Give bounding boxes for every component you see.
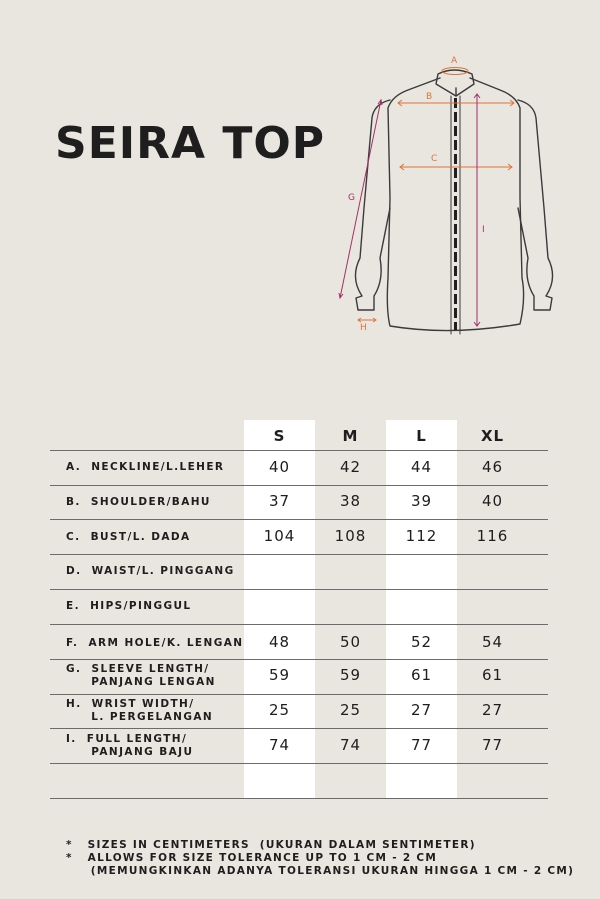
table-cell: 59 (268, 666, 291, 684)
size-header-m: M (342, 427, 359, 445)
table-cell: 77 (410, 736, 433, 754)
row-label-hips: E. HIPS/PINGGUL (66, 600, 192, 612)
size-header-l: L (416, 427, 427, 445)
table-divider (50, 485, 548, 486)
footnote: (MEMUNGKINKAN ADANYA TOLERANSI UKURAN HINGGA 1 CM - 2 CM) (66, 865, 575, 877)
table-cell (315, 561, 386, 581)
table-cell: 39 (410, 492, 433, 510)
table-cell: 50 (339, 633, 362, 651)
table-cell (386, 561, 457, 581)
label-i: I (482, 225, 485, 235)
row-label-neckline: A. NECKLINE/L.LEHER (66, 461, 225, 473)
row-label-full-length: I. FULL LENGTH/ PANJANG BAJU (66, 733, 194, 758)
label-h: H (360, 323, 367, 333)
label-c: C (431, 154, 438, 164)
table-cell (244, 561, 315, 581)
table-cell: 40 (268, 458, 291, 476)
table-cell (315, 596, 386, 616)
table-cell: 61 (481, 666, 504, 684)
table-cell: 59 (339, 666, 362, 684)
row-label-wrist-width: H. WRIST WIDTH/ L. PERGELANGAN (66, 698, 214, 723)
row-label-bust: C. BUST/L. DADA (66, 531, 191, 543)
table-cell (457, 561, 528, 581)
table-cell: 25 (268, 701, 291, 719)
table-cell: 27 (481, 701, 504, 719)
table-cell: 40 (481, 492, 504, 510)
table-divider (50, 589, 548, 590)
table-cell: 77 (481, 736, 504, 754)
table-divider (50, 450, 548, 451)
row-label-shoulder: B. SHOULDER/BAHU (66, 496, 211, 508)
table-cell: 116 (476, 527, 509, 545)
label-b: B (426, 92, 433, 102)
label-a: A (451, 56, 458, 66)
table-divider (50, 763, 548, 764)
table-divider (50, 798, 548, 799)
row-label-waist: D. WAIST/L. PINGGANG (66, 565, 235, 577)
table-cell: 37 (268, 492, 291, 510)
table-divider (50, 659, 548, 660)
table-cell: 52 (410, 633, 433, 651)
footnote: * SIZES IN CENTIMETERS (UKURAN DALAM SENTIMETER) (66, 839, 476, 851)
table-cell: 74 (268, 736, 291, 754)
label-g: G (348, 193, 355, 203)
table-divider (50, 554, 548, 555)
footnotes (66, 839, 574, 878)
table-cell: 48 (268, 633, 291, 651)
size-header-xl: XL (480, 427, 505, 445)
table-cell: 54 (481, 633, 504, 651)
table-cell: 112 (405, 527, 438, 545)
table-cell: 38 (339, 492, 362, 510)
table-divider (50, 519, 548, 520)
table-cell: 44 (410, 458, 433, 476)
table-cell (386, 596, 457, 616)
table-divider (50, 624, 548, 625)
table-cell: 25 (339, 701, 362, 719)
table-divider (50, 728, 548, 729)
table-cell: 104 (263, 527, 296, 545)
page-title: SEIRA TOP (55, 118, 326, 169)
table-cell (457, 596, 528, 616)
table-cell: 46 (481, 458, 504, 476)
row-label-sleeve-length: G. SLEEVE LENGTH/ PANJANG LENGAN (66, 663, 216, 688)
table-cell: 27 (410, 701, 433, 719)
row-label-arm-hole: F. ARM HOLE/K. LENGAN (66, 637, 244, 649)
table-cell: 61 (410, 666, 433, 684)
size-header-s: S (273, 427, 286, 445)
table-cell (244, 596, 315, 616)
footnote: * ALLOWS FOR SIZE TOLERANCE UP TO 1 CM - 2 CM (66, 852, 438, 864)
table-cell: 42 (339, 458, 362, 476)
table-divider (50, 694, 548, 695)
table-cell: 74 (339, 736, 362, 754)
table-cell: 108 (334, 527, 367, 545)
